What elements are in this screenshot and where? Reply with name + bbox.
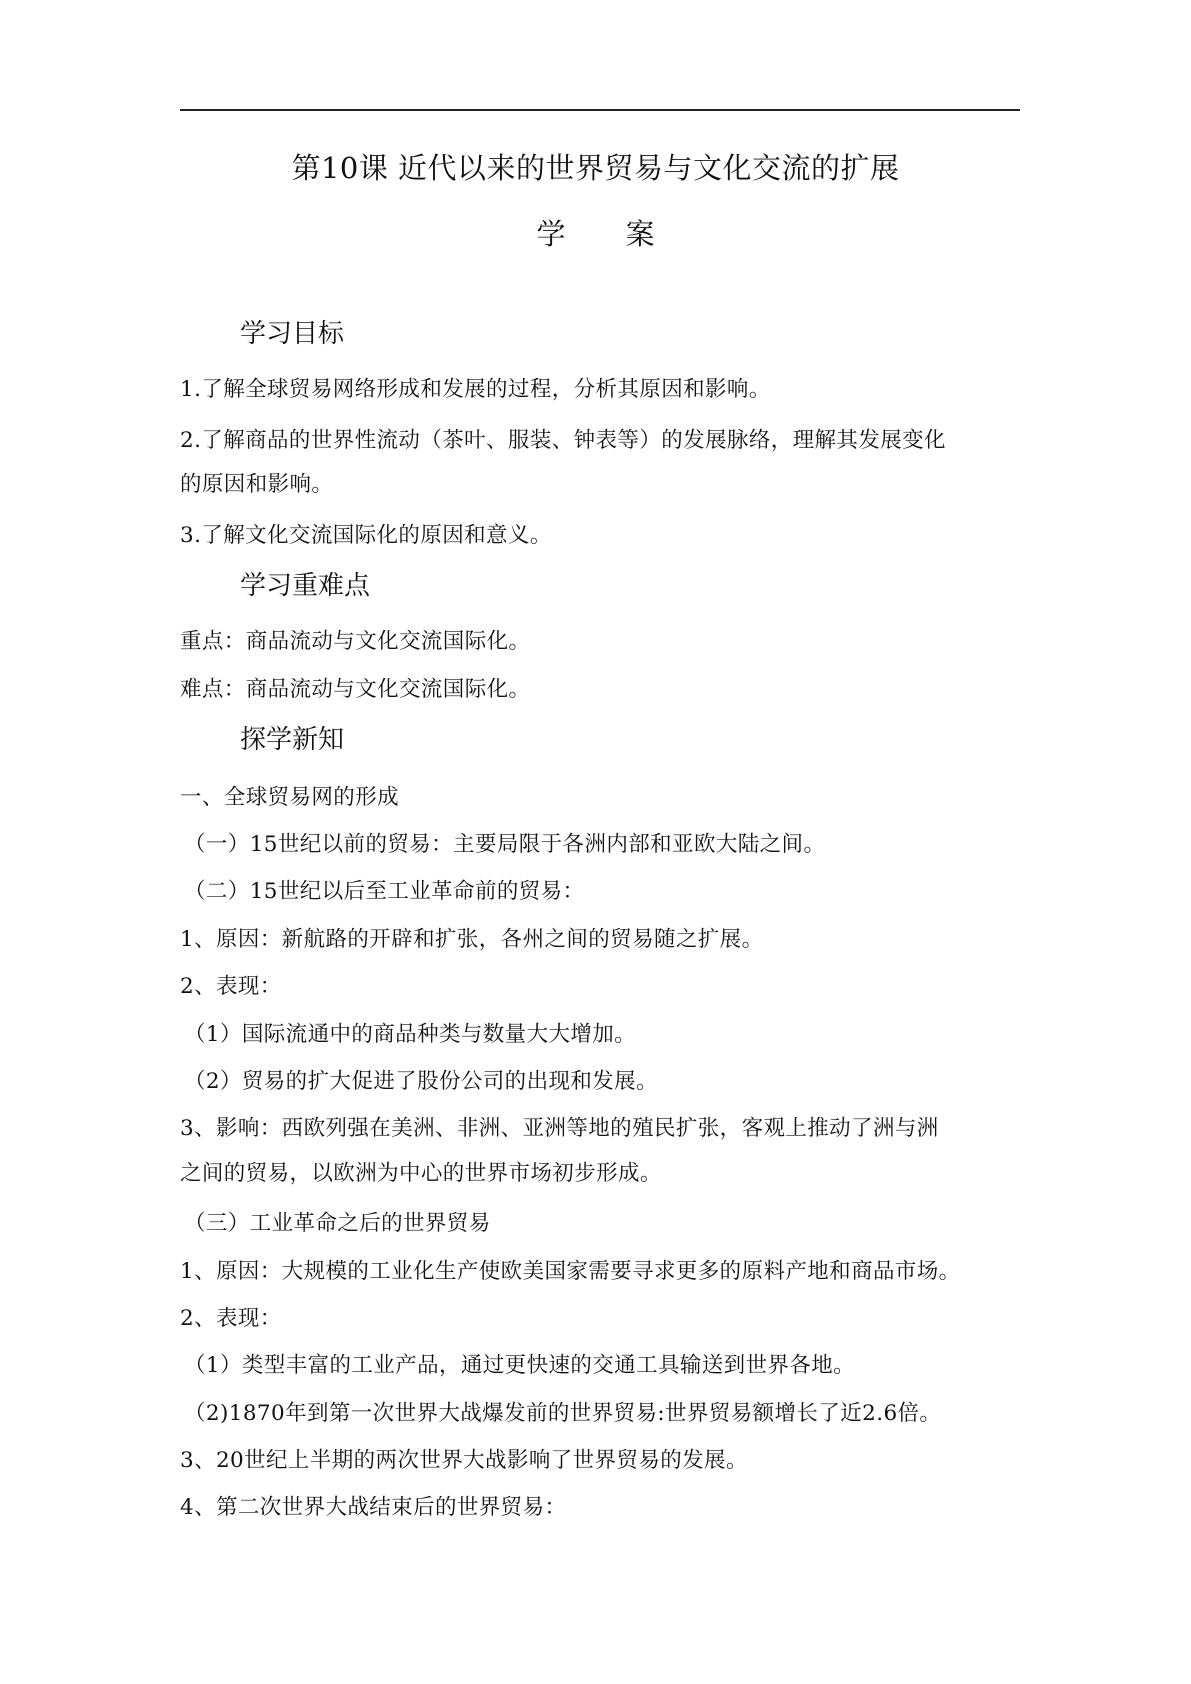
explore-line: 4、第二次世界大战结束后的世界贸易： xyxy=(180,1495,567,1520)
explore-line: （2）贸易的扩大促进了股份公司的出现和发展。 xyxy=(184,1069,658,1094)
explore-line: 2、表现： xyxy=(180,974,282,999)
explore-line: （2)1870年到第一次世界大战爆发前的世界贸易:世界贸易额增长了近2.6倍。 xyxy=(184,1401,942,1426)
explore-line: 2、表现： xyxy=(180,1306,282,1331)
explore-line: 3、20世纪上半期的两次世界大战影响了世界贸易的发展。 xyxy=(180,1448,748,1473)
explore-line: 一、全球贸易网的形成 xyxy=(180,785,400,810)
goals-heading: 学习目标 xyxy=(240,319,345,349)
header-rule xyxy=(180,109,1020,111)
goal-item-continued: 的原因和影响。 xyxy=(180,472,334,497)
explore-line: （二）15世纪以后至工业革命前的贸易： xyxy=(184,879,585,904)
explore-line: （1）国际流通中的商品种类与数量大大增加。 xyxy=(184,1022,637,1047)
explore-heading: 探学新知 xyxy=(240,725,345,755)
goal-item: 2.了解商品的世界性流动（茶叶、服装、钟表等）的发展脉络，理解其发展变化 xyxy=(180,428,946,453)
page-subtitle xyxy=(0,212,1191,253)
explore-line: 1、原因：大规模的工业化生产使欧美国家需要寻求更多的原料产地和商品市场。 xyxy=(180,1259,961,1284)
explore-line: 1、原因：新航路的开辟和扩张，各州之间的贸易随之扩展。 xyxy=(180,927,764,952)
key-point: 难点：商品流动与文化交流国际化。 xyxy=(180,677,531,702)
goal-item: 1.了解全球贸易网络形成和发展的过程，分析其原因和影响。 xyxy=(180,377,771,402)
subtitle-char-2: 案 xyxy=(625,217,655,251)
explore-line: 之间的贸易，以欧洲为中心的世界市场初步形成。 xyxy=(180,1161,662,1186)
explore-line: （一）15世纪以前的贸易：主要局限于各洲内部和亚欧大陆之间。 xyxy=(184,832,826,857)
page-title: 第10课 近代以来的世界贸易与文化交流的扩展 xyxy=(291,151,900,185)
goal-item: 3.了解文化交流国际化的原因和意义。 xyxy=(180,523,552,548)
explore-line: （1）类型丰富的工业产品，通过更快速的交通工具输送到世界各地。 xyxy=(184,1353,856,1378)
explore-line: （三）工业革命之后的世界贸易 xyxy=(184,1211,491,1236)
subtitle-char-1: 学 xyxy=(536,217,566,251)
key-heading: 学习重难点 xyxy=(240,571,371,601)
key-point: 重点：商品流动与文化交流国际化。 xyxy=(180,629,531,654)
explore-line: 3、影响：西欧列强在美洲、非洲、亚洲等地的殖民扩张，客观上推动了洲与洲 xyxy=(180,1116,939,1141)
